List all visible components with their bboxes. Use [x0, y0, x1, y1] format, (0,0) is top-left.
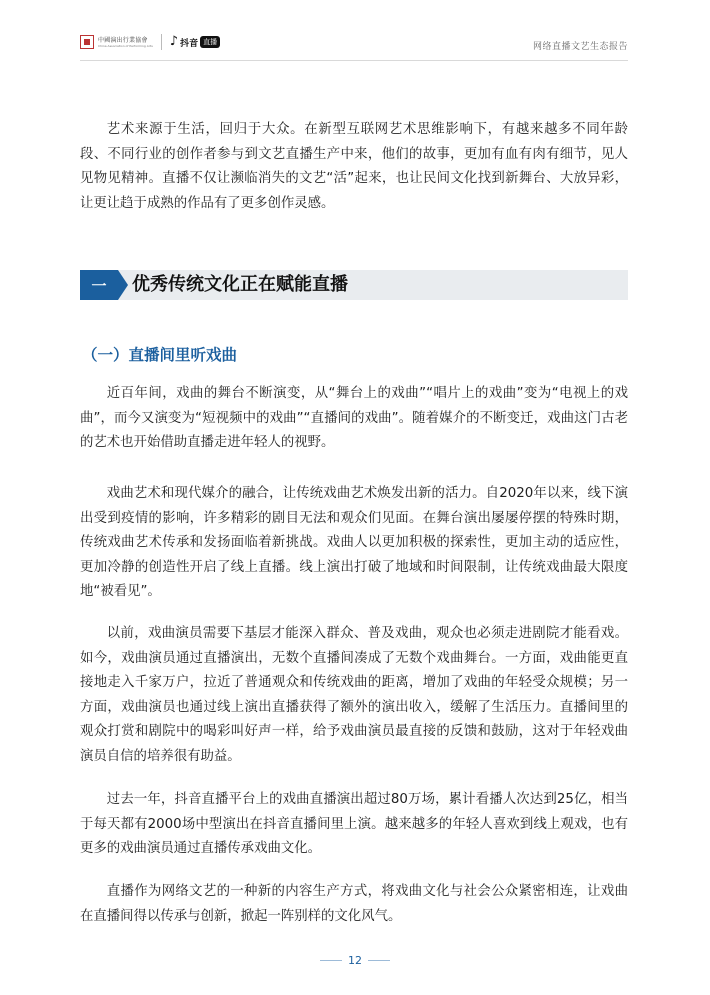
page-header: [80, 22, 628, 61]
section-heading: [80, 270, 628, 300]
report-title: 网络直播文艺生态报告: [532, 42, 628, 52]
body-paragraph-5: 直播作为网络文艺的一种新的内容生产方式，将戏曲文化与社会公众紧密相连，让戏曲在直播间得以传承与创新，掀起一阵别样的文化风气。: [80, 884, 628, 924]
header-logos: [80, 34, 220, 50]
page-number: 12: [348, 953, 362, 967]
section-number: 一: [80, 270, 118, 300]
body-paragraph-1: 近百年间，戏曲的舞台不断演变，从“舞台上的戏曲”“唱片上的戏曲”变为“电视上的戏曲”，而今又演变为“短视频中的戏曲”“直播间的戏曲”。随着媒介的不断变迁，戏曲这门古老的艺术也开始借助直播走进年轻人的视野。: [80, 386, 628, 450]
douyin-icon: ♪: [169, 34, 179, 49]
section-title: 优秀传统文化正在赋能直播: [132, 274, 348, 295]
association-name: [98, 37, 153, 48]
footer-line-right: [368, 960, 390, 961]
logo-divider: [161, 34, 162, 50]
page-footer: [0, 950, 710, 970]
platform-badge: 直播: [200, 36, 220, 48]
subsection-title: （一）直播间里听戏曲: [82, 346, 238, 364]
body-paragraph-2: 戏曲艺术和现代媒介的融合，让传统戏曲艺术焕发出新的活力。自2020年以来，线下演出受到疫情的影响，许多精彩的剧目无法和观众们见面。在舞台演出屡屡停摆的特殊时期，传统戏曲艺术传承和发扬面临着新挑战。戏曲人以更加积极的探索性，更加主动的适应性，更加冷静的创造性开启了线上直播。线上演出打破了地域和时间限制，让传统戏曲最大限度地“被看见”。: [80, 486, 628, 599]
footer-line-left: [320, 960, 342, 961]
body-paragraph-3: 以前，戏曲演员需要下基层才能深入群众、普及戏曲，观众也必须走进剧院才能看戏。如今，戏曲演员通过直播演出，无数个直播间凑成了无数个戏曲舞台。一方面，戏曲能更直接地走入千家万户，拉近了普通观众和传统戏曲的距离，增加了戏曲的年轻受众规模；另一方面，戏曲演员也通过线上演出直播获得了额外的演出收入，缓解了生活压力。直播间里的观众打赏和剧院中的喝彩叫好声一样，给予戏曲演员最直接的反馈和鼓励，这对于年轻戏曲演员自信的培养很有助益。: [80, 626, 628, 764]
association-name-cn: 中國演出行業協會: [98, 36, 148, 44]
body-paragraph-4: 过去一年，抖音直播平台上的戏曲直播演出超过80万场，累计看播人次达到25亿，相当于每天都有2000场中型演出在抖音直播间里上演。越来越多的年轻人喜欢到线上观戏，也有更多的戏曲演员通过直播传承戏曲文化。: [80, 792, 628, 856]
association-logo-icon: [80, 35, 94, 49]
platform-name: 抖音: [180, 38, 199, 49]
association-name-en: China Association of Performing Arts: [98, 43, 153, 48]
intro-paragraph: 艺术来源于生活，回归于大众。在新型互联网艺术思维影响下，有越来越多不同年龄段、不同行业的创作者参与到文艺直播生产中来，他们的故事，更加有血有肉有细节，见人见物见精神。直播不仅让濒临消失的文艺“活”起来，也让民间文化找到新舞台、大放异彩，让更让趋于成熟的作品有了更多创作灵感。: [80, 122, 628, 211]
